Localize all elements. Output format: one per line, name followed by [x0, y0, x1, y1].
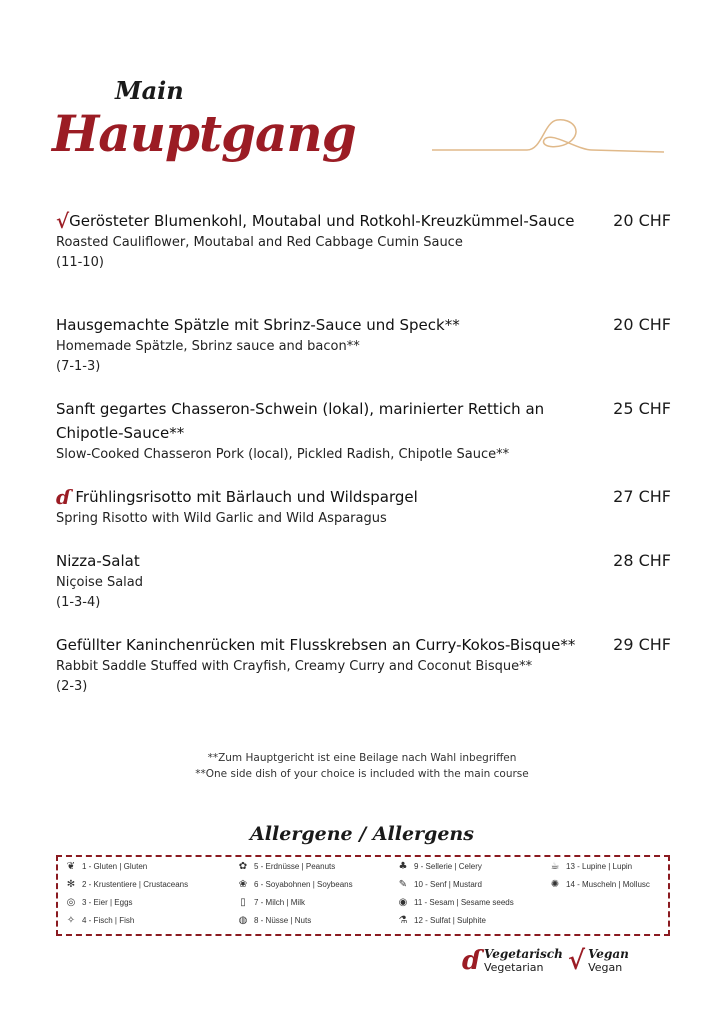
dish-name: Frühlingsrisotto mit Bärlauch und Wildspargel	[75, 488, 418, 506]
decorative-swirl	[432, 112, 667, 162]
allergen-item	[236, 897, 305, 909]
vegan-icon: √	[56, 209, 70, 233]
allergen-item	[64, 915, 134, 927]
dish-item	[56, 549, 671, 613]
dish-description: Niçoise Salad	[56, 575, 144, 590]
allergen-item	[396, 915, 486, 927]
allergen-label: 1 - Gluten | Gluten	[82, 862, 148, 871]
milk-icon: ▯	[240, 897, 246, 908]
dish-item	[56, 633, 671, 697]
fish-icon: ✧	[66, 915, 76, 926]
allergen-label: 10 - Senf | Mustard	[414, 880, 482, 889]
dish-price: 27 CHF	[613, 487, 671, 506]
dish-item	[56, 397, 671, 465]
sesame-icon: ◉	[398, 897, 408, 908]
dish-allergens: (2-3)	[56, 679, 88, 694]
dish-price: 25 CHF	[613, 399, 671, 418]
allergen-label: 2 - Krustentiere | Crustaceans	[82, 880, 189, 889]
dish-price: 20 CHF	[613, 211, 671, 230]
dish-name: Nizza-Salat	[56, 552, 140, 570]
allergen-label: 5 - Erdnüsse | Peanuts	[254, 862, 336, 871]
dish-allergens: (7-1-3)	[56, 359, 101, 374]
allergen-item	[548, 879, 650, 891]
dish-item	[56, 313, 671, 377]
page-title: Hauptgang	[52, 104, 356, 163]
dish-name: Gefüllter Kaninchenrücken mit Flusskrebsen an Curry-Kokos-Bisque**	[56, 636, 576, 654]
dish-allergens: (1-3-4)	[56, 595, 101, 610]
allergen-label: 4 - Fisch | Fish	[82, 916, 135, 925]
legend-vegetarian	[462, 946, 563, 976]
peanut-icon: ✿	[238, 861, 248, 872]
allergen-item	[64, 897, 133, 909]
crab-icon: ✻	[66, 879, 76, 890]
allergen-item	[64, 861, 147, 873]
allergen-label: 9 - Sellerie | Celery	[414, 862, 482, 871]
allergen-label: 7 - Milch | Milk	[254, 898, 305, 907]
legend-label-en: Vegan	[588, 961, 623, 974]
allergen-item	[236, 879, 353, 891]
allergen-label: 11 - Sesam | Sesame seeds	[414, 898, 514, 907]
allergen-label: 13 - Lupine | Lupin	[566, 862, 633, 871]
dish-description: Spring Risotto with Wild Garlic and Wild Asparagus	[56, 511, 387, 526]
shell-icon: ✺	[550, 879, 560, 890]
dish-price: 28 CHF	[613, 551, 671, 570]
dish-description: Slow-Cooked Chasseron Pork (local), Pickled Radish, Chipotle Sauce**	[56, 447, 510, 462]
allergen-item	[548, 861, 632, 873]
nut-icon: ◍	[238, 915, 248, 926]
vegetarian-icon: ɗ	[462, 946, 481, 976]
celery-icon: ♣	[398, 861, 408, 872]
dish-description: Rabbit Saddle Stuffed with Crayfish, Creamy Curry and Coconut Bisque**	[56, 659, 533, 674]
legend-label-en: Vegetarian	[483, 961, 544, 974]
lupin-icon: ☕	[550, 861, 560, 872]
vegan-icon: √	[568, 946, 586, 976]
allergens-title: Allergene / Allergens	[250, 823, 474, 845]
dish-price: 29 CHF	[613, 635, 671, 654]
wheat-icon: ❦	[66, 861, 76, 872]
title-main: Main	[115, 76, 184, 105]
allergen-label: 14 - Muscheln | Mollusc	[566, 880, 650, 889]
legend-vegan	[568, 946, 629, 976]
allergen-item	[396, 897, 514, 909]
legend-label-de: Vegan	[588, 947, 629, 961]
dish-price: 20 CHF	[613, 315, 671, 334]
allergen-item	[236, 861, 335, 873]
allergen-item	[396, 879, 482, 891]
dish-item	[56, 485, 671, 529]
allergen-item	[396, 861, 482, 873]
dish-name: Sanft gegartes Chasseron-Schwein (lokal), marinierter Rettich an Chipotle-Sauce**	[56, 400, 545, 442]
side-dish-note-en: **One side dish of your choice is included with the main course	[195, 768, 529, 780]
dish-description: Roasted Cauliflower, Moutabal and Red Cabbage Cumin Sauce	[56, 235, 463, 250]
sulphite-icon: ⚗	[398, 915, 408, 926]
mustard-icon: ✎	[398, 879, 408, 890]
dish-description: Homemade Spätzle, Sbrinz sauce and bacon**	[56, 339, 360, 354]
vegetarian-icon: ɗ	[56, 485, 71, 509]
egg-icon: ◎	[66, 897, 76, 908]
allergen-label: 8 - Nüsse | Nuts	[254, 916, 312, 925]
dish-item	[56, 209, 671, 273]
allergen-item	[236, 915, 311, 927]
allergen-item	[64, 879, 188, 891]
soybean-icon: ❀	[238, 879, 248, 890]
legend-label-de: Vegetarisch	[483, 947, 563, 961]
dish-name: Hausgemachte Spätzle mit Sbrinz-Sauce und Speck**	[56, 316, 460, 334]
dish-allergens: (11-10)	[56, 255, 104, 270]
allergen-label: 12 - Sulfat | Sulphite	[414, 916, 486, 925]
dish-name: Gerösteter Blumenkohl, Moutabal und Rotkohl-Kreuzkümmel-Sauce	[69, 212, 575, 230]
allergen-label: 6 - Soyabohnen | Soybeans	[254, 880, 353, 889]
side-dish-note-de: **Zum Hauptgericht ist eine Beilage nach Wahl inbegriffen	[207, 752, 517, 764]
allergen-label: 3 - Eier | Eggs	[82, 898, 133, 907]
